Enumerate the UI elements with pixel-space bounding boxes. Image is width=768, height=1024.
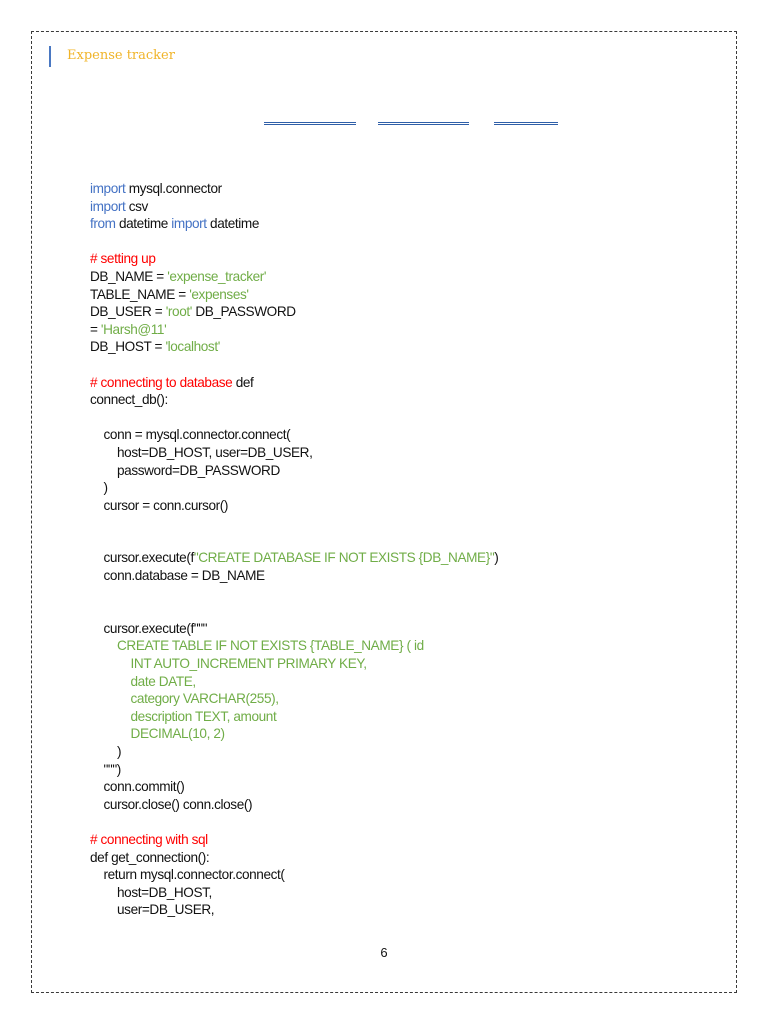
code-line [90,198,498,216]
code-text: connect_db(): [90,392,168,408]
code-text: DB_NAME = [90,268,168,284]
code-text: conn.database = DB_NAME [90,568,265,584]
code-text: """) [90,761,121,777]
code-keyword: import [90,198,126,214]
code-line [90,884,498,902]
code-string: "CREATE DATABASE IF NOT EXISTS {DB_NAME}" [193,550,495,566]
code-text: TABLE_NAME = [90,286,190,302]
code-string: date DATE, [90,673,196,689]
code-line [90,743,498,761]
code-line [90,796,498,814]
code-text: cursor = conn.cursor() [90,497,229,513]
code-string: 'expense_tracker' [167,268,267,284]
code-text: def [232,374,254,390]
code-line [90,250,498,268]
code-line [90,778,498,796]
code-line [90,479,498,497]
code-line [90,286,498,304]
code-line [90,444,498,462]
divider-rule [494,122,558,125]
code-line [90,708,498,726]
code-line [90,849,498,867]
code-line [90,549,498,567]
code-string: 'localhost' [165,339,220,355]
code-line [90,374,498,392]
code-line [90,690,498,708]
code-line [90,831,498,849]
code-text: mysql.connector [125,181,222,196]
code-line [90,391,498,409]
code-string: category VARCHAR(255), [90,691,279,707]
code-line [90,180,498,198]
code-string: 'root' [165,304,192,320]
code-string: INT AUTO_INCREMENT PRIMARY KEY, [90,656,367,672]
code-text: cursor.execute(f""" [90,620,208,636]
code-text: conn = mysql.connector.connect( [90,427,291,443]
code-line [90,655,498,673]
code-line [90,321,498,339]
code-text: user=DB_USER, [90,902,215,918]
divider-rule [378,122,469,125]
code-string: description TEXT, amount [90,708,277,724]
header-accent-bar [49,46,51,67]
code-text: cursor.execute(f [90,550,194,566]
code-line [90,620,498,638]
code-text: ) [90,480,108,496]
code-text: ) [494,550,499,566]
code-line [90,497,498,515]
header-title: Expense tracker [67,48,175,63]
code-text: ) [90,744,122,759]
code-text: DB_PASSWORD [191,304,296,320]
code-line [90,215,498,233]
code-text: return mysql.connector.connect( [90,867,285,883]
code-string: CREATE TABLE IF NOT EXISTS {TABLE_NAME} ( id [90,638,424,654]
code-text: cursor.close() conn.close() [90,796,253,812]
page-number: 6 [380,945,388,960]
code-text: conn.commit() [90,779,185,795]
code-line [90,338,498,356]
code-text: = [90,321,101,337]
code-text: csv [125,198,148,214]
code-line [90,725,498,743]
code-comment: # setting up [90,251,156,267]
code-string: 'Harsh@11' [100,321,167,337]
code-line [90,426,498,444]
code-block [90,180,498,919]
code-line [90,637,498,655]
code-line [90,268,498,286]
code-text: DB_HOST = [90,339,166,355]
code-text: host=DB_HOST, [90,884,212,900]
code-text: def get_connection(): [90,849,210,865]
code-line [90,462,498,480]
code-string: 'expenses' [189,286,249,302]
code-comment: # connecting to database [90,374,233,390]
code-keyword: from [90,216,116,232]
code-comment: # connecting with sql [90,831,208,847]
code-line [90,866,498,884]
code-text: password=DB_PASSWORD [90,462,280,478]
code-line [90,303,498,321]
code-line [90,901,498,919]
code-keyword: import [171,216,207,232]
code-line [90,567,498,585]
code-line [90,761,498,779]
code-text: datetime [115,216,172,232]
divider-rule [264,122,356,125]
code-line [90,673,498,691]
code-text: host=DB_HOST, user=DB_USER, [90,444,313,460]
code-text: datetime [206,216,259,232]
code-keyword: import [90,181,126,196]
code-string: DECIMAL(10, 2) [90,726,225,742]
code-text: DB_USER = [90,304,166,320]
